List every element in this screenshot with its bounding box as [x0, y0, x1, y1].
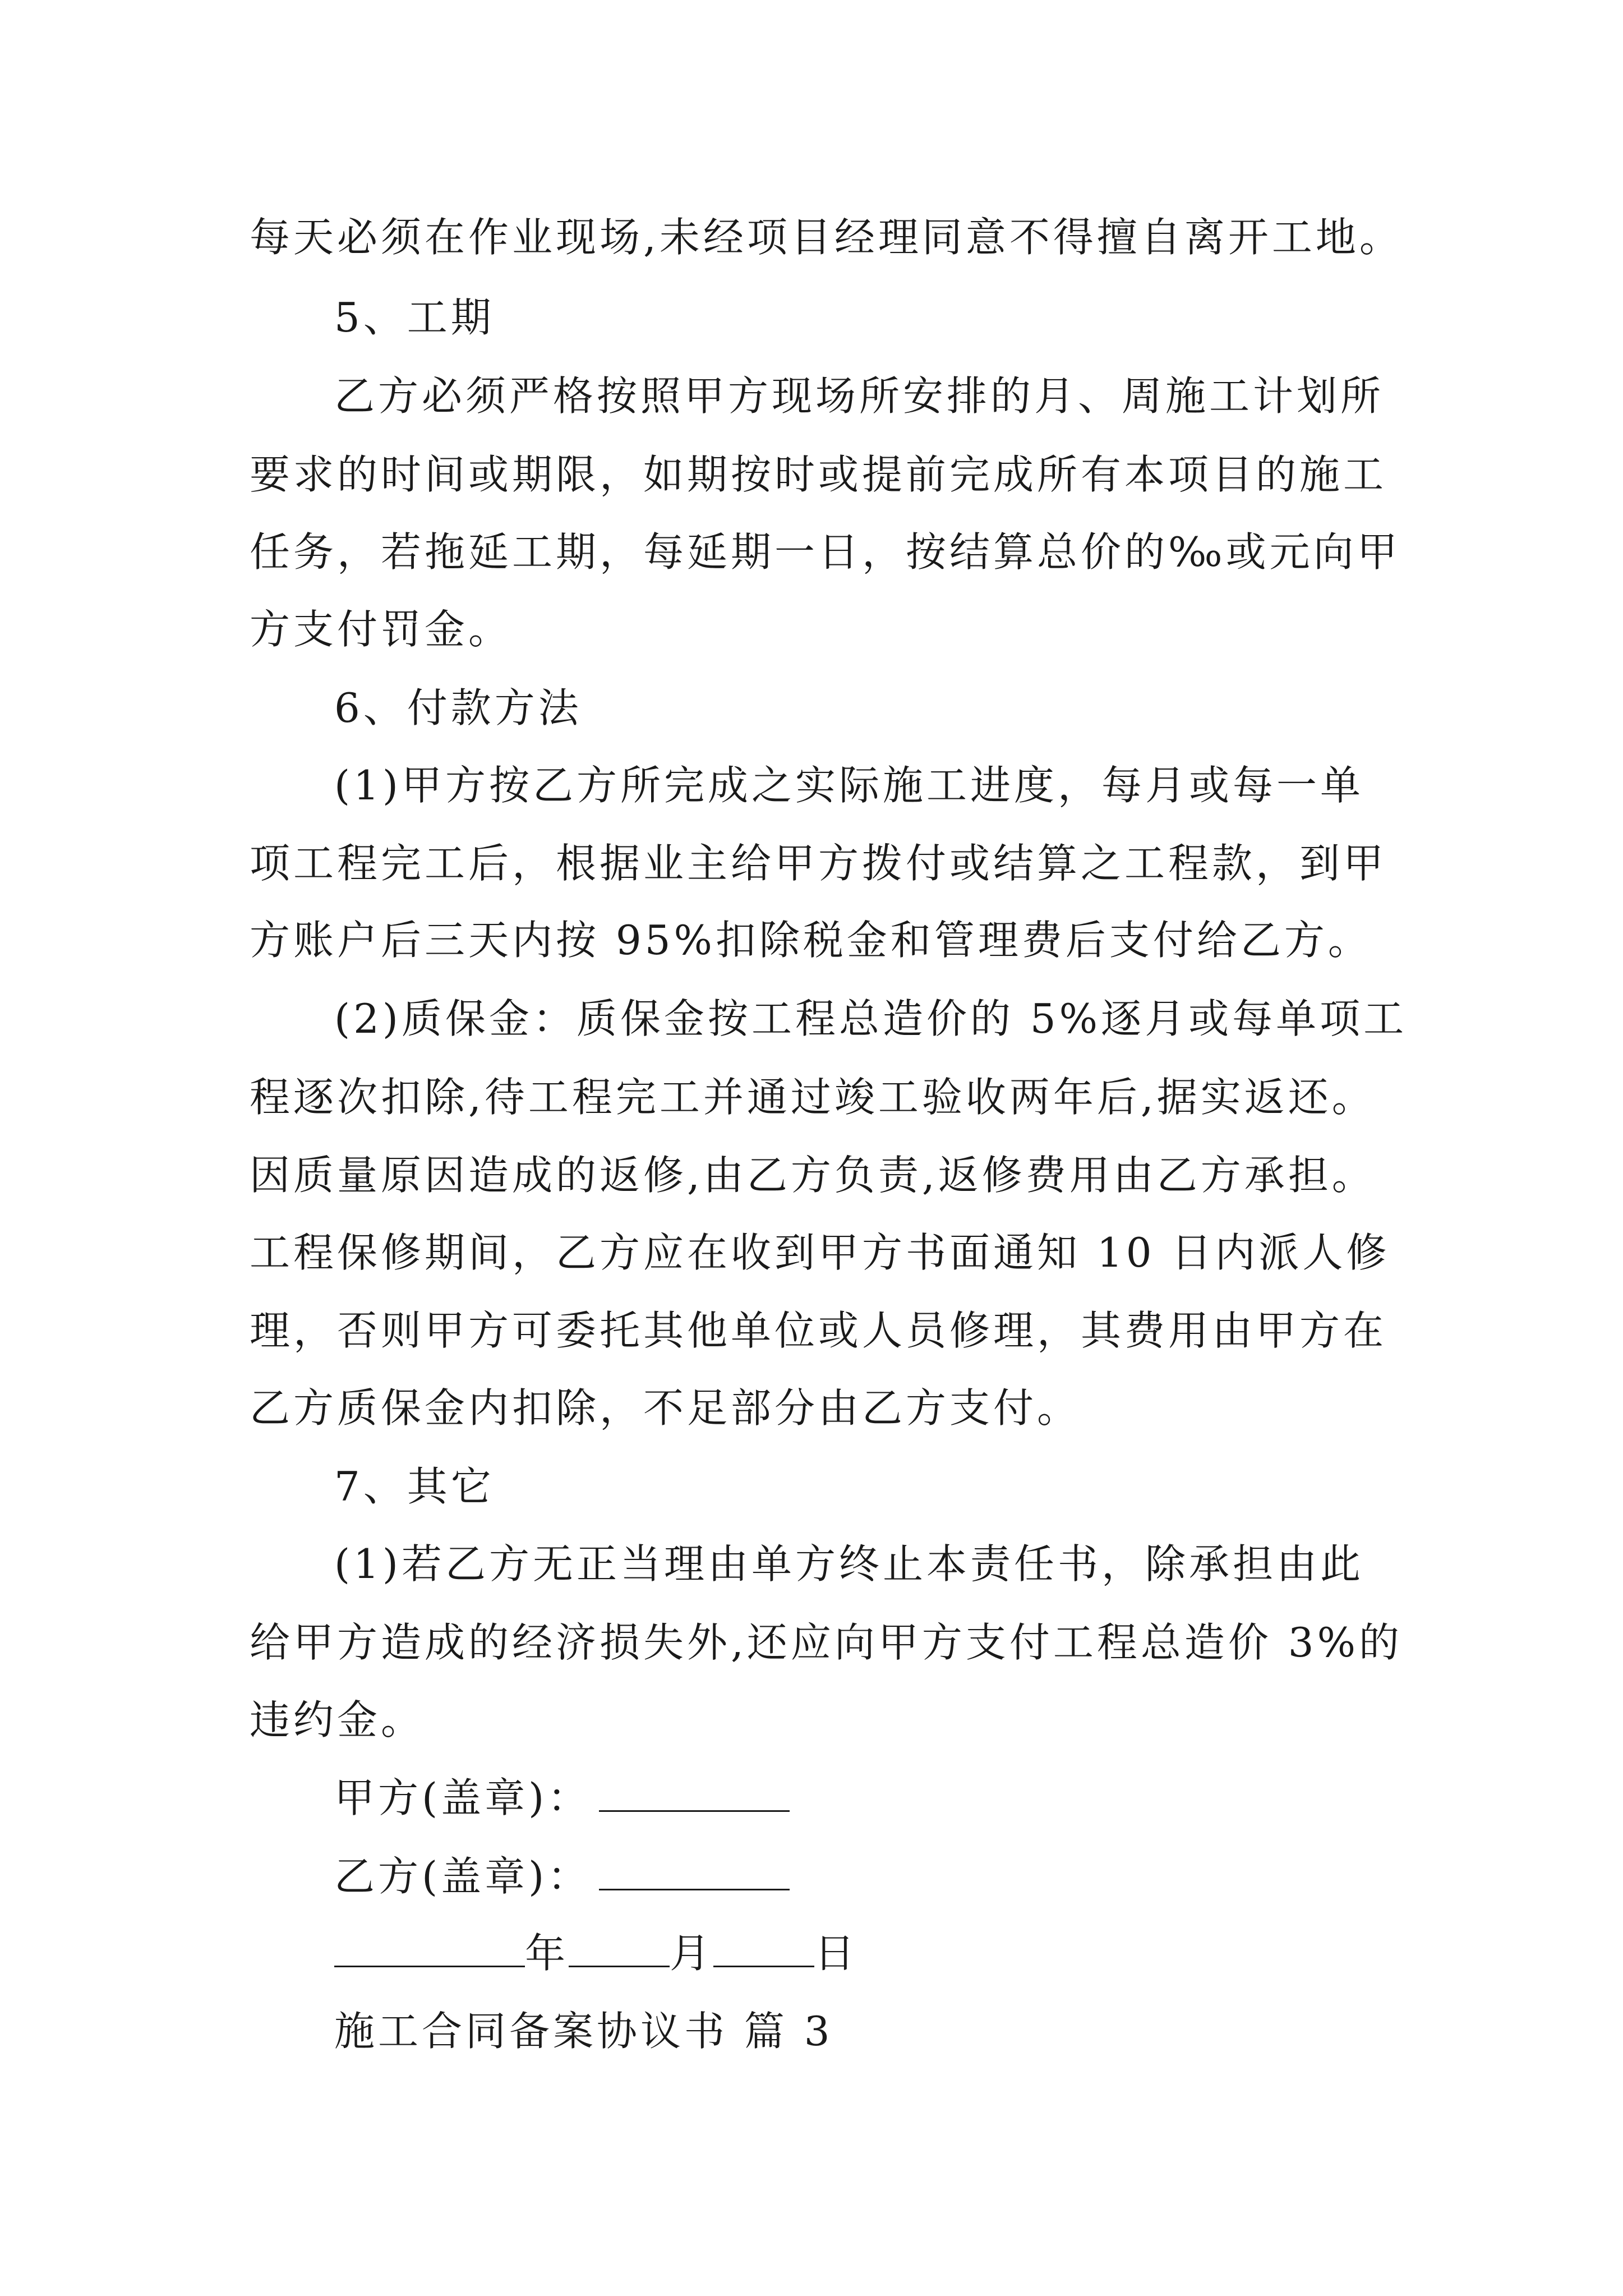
party-a-signature-row [334, 1770, 790, 1826]
paragraph-line: 理，否则甲方可委托其他单位或人员修理，其费用由甲方在 [250, 1307, 1387, 1354]
paragraph-line: (1)若乙方无正当理由单方终止本责任书，除承担由此 [334, 1540, 1364, 1588]
paragraph-line: 方账户后三天内按 95%扣除税金和管理费后支付给乙方。 [250, 917, 1372, 964]
paragraph-line: 给甲方造成的经济损失外,还应向甲方支付工程总造价 3%的 [250, 1619, 1403, 1666]
paragraph-line: 程逐次扣除,待工程完工并通过竣工验收两年后,据实返还。 [250, 1074, 1376, 1121]
paragraph-line: 任务，若拖延工期，每延期一日，按结算总价的‰或元向甲 [250, 528, 1401, 576]
date-row [334, 1925, 858, 1981]
section-heading-5: 5、工期 [334, 294, 495, 341]
next-section-title: 施工合同备案协议书 篇 3 [334, 2008, 833, 2055]
paragraph-line: (1)甲方按乙方所完成之实际施工进度，每月或每一单 [334, 762, 1364, 809]
section-heading-6: 6、付款方法 [334, 684, 582, 731]
paragraph-line: 项工程完工后，根据业主给甲方拨付或结算之工程款，到甲 [250, 840, 1387, 887]
paragraph-line: 要求的时间或期限，如期按时或提前完成所有本项目的施工 [250, 451, 1387, 498]
paragraph-line: (2)质保金：质保金按工程总造价的 5%逐月或每单项工 [334, 995, 1408, 1042]
paragraph-line: 因质量原因造成的返修,由乙方负责,返修费用由乙方承担。 [250, 1152, 1376, 1199]
day-blank [713, 1926, 814, 1967]
party-a-signature-blank [599, 1771, 790, 1812]
paragraph-line: 乙方必须严格按照甲方现场所安排的月、周施工计划所 [334, 372, 1385, 420]
paragraph-line: 违约金。 [250, 1696, 425, 1743]
paragraph-line: 每天必须在作业现场,未经项目经理同意不得擅自离开工地。 [250, 214, 1403, 261]
party-b-label: 乙方(盖章)： [334, 1853, 592, 1900]
day-label: 日 [814, 1930, 859, 1977]
paragraph-line: 工程保修期间，乙方应在收到甲方书面通知 10 日内派人修 [250, 1229, 1390, 1276]
party-b-signature-row [334, 1848, 790, 1904]
party-b-signature-blank [599, 1849, 790, 1890]
paragraph-line: 乙方质保金内扣除，不足部分由乙方支付。 [250, 1384, 1081, 1432]
month-label: 月 [670, 1930, 714, 1977]
section-heading-7: 7、其它 [334, 1463, 495, 1510]
year-blank [334, 1926, 525, 1967]
year-label: 年 [525, 1930, 569, 1977]
month-blank [569, 1926, 670, 1967]
party-a-label: 甲方(盖章)： [334, 1774, 592, 1821]
paragraph-line: 方支付罚金。 [250, 606, 513, 653]
